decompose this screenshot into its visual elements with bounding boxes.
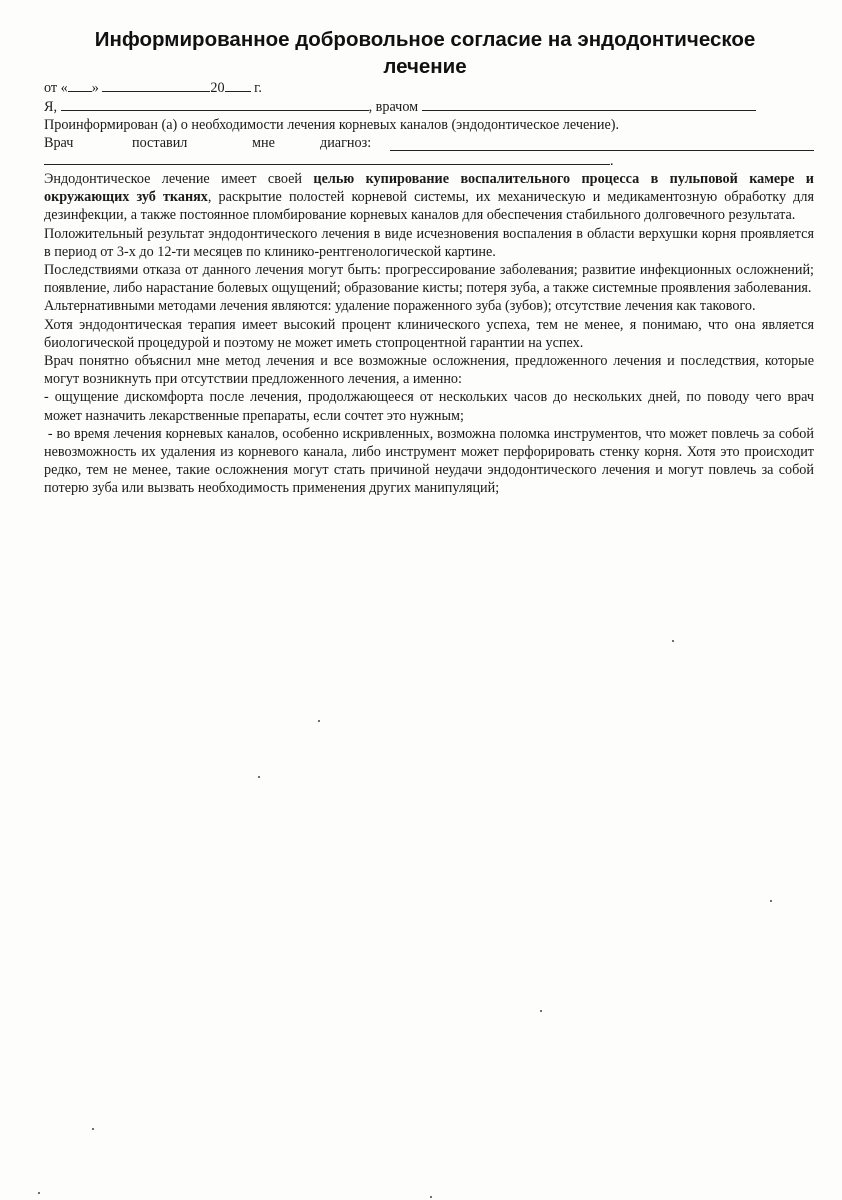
diagnosis-word-3: мне	[252, 135, 275, 151]
date-mid: »	[91, 80, 99, 96]
scan-speck	[672, 640, 674, 642]
diagnosis-word-4: диагноз:	[320, 135, 372, 151]
informed-line: Проинформирован (а) о необходимости лечения корневых каналов (эндодонтическое лечение).	[44, 117, 620, 133]
diagnosis-field-line-2[interactable]	[44, 164, 610, 165]
diagnosis-word-2: поставил	[132, 135, 188, 151]
diagnosis-field[interactable]	[390, 150, 814, 151]
document-title: Информированное добровольное согласие на эндодонтическое лечение	[94, 28, 756, 78]
year-suffix: г.	[254, 80, 262, 96]
paragraph-instrument-breakage: - во время лечения корневых каналов, особенно искривленных, возможна поломка инструментов, что может повлечь за собой невозможность их удаления из корневого канала, либо инструмент может перфорировать стенку корня. Хотя это происходит редко, тем не менее, такие осложнения могут стать причиной неудачи эндодонтического лечения и могут повлечь за собой потерю зуба или вызвать необходимость применения других манипуляций;	[44, 425, 818, 497]
date-prefix: от «	[44, 80, 68, 96]
paragraph-discomfort: - ощущение дискомфорта после лечения, продолжающееся от нескольких часов до нескольких дней, по поводу чего врач может назначить лекарственные препараты, если сочтет это нужным;	[44, 389, 814, 424]
scan-speck	[38, 1192, 40, 1194]
scan-speck	[318, 720, 320, 722]
paragraph-refusal-consequences: Последствиями отказа от данного лечения могут быть: прогрессирование заболевания; развитие инфекционных осложнений; появление, либо нарастание болевых ощущений; образование кисты; потеря зуба, а также системные проявления заболевания.	[44, 262, 814, 297]
scan-speck	[92, 1128, 94, 1130]
purpose-text-a: Эндодонтическое лечение имеет своей	[44, 171, 314, 187]
scan-speck	[430, 1196, 432, 1198]
year-prefix: 20	[210, 80, 225, 96]
paragraph-no-guarantee: Хотя эндодонтическая терапия имеет высокий процент клинического успеха, тем не менее, я понимаю, что она является биологической процедурой и поэтому не может иметь стопроцентной гарантии на успех.	[44, 316, 814, 351]
paragraph-explained: Врач понятно объяснил мне метод лечения и все возможные осложнения, предложенного лечения и последствия, которые могут возникнуть при отсутствии предложенного лечения, а именно:	[44, 353, 814, 388]
scan-speck	[258, 776, 260, 778]
diagnosis-end-dot: .	[610, 153, 614, 169]
year-field[interactable]	[225, 78, 251, 92]
purpose-text-b: , раскрытие полостей корневой системы, их механическую и медикаментозную обработку для дезинфекции, а также постоянное пломбирование корневых каналов для обеспечения стабильного долговечного результата.	[44, 189, 814, 224]
patient-name-field[interactable]	[61, 97, 369, 111]
month-field[interactable]	[102, 78, 210, 92]
day-field[interactable]	[68, 78, 92, 92]
scan-speck	[540, 1010, 542, 1012]
paragraph-purpose	[44, 170, 814, 225]
doctor-label: , врачом	[368, 99, 419, 115]
purpose-text-bold: целью купирование воспалительного процесса в пульповой камере и окружающих зуб тканях	[44, 171, 814, 206]
scan-speck	[770, 900, 772, 902]
doctor-name-field[interactable]	[422, 97, 756, 111]
date-line	[44, 78, 262, 97]
patient-line	[44, 97, 756, 116]
paragraph-alternatives: Альтернативными методами лечения являются: удаление пораженного зуба (зубов); отсутствие лечения как такового.	[44, 298, 756, 315]
consent-body	[44, 170, 818, 498]
paragraph-result: Положительный результат эндодонтического лечения в виде исчезновения воспаления в области верхушки корня проявляется в период от 3-х до 12-ти месяцев по клинико-рентгенологической картине.	[44, 225, 814, 260]
diagnosis-word-1: Врач	[44, 135, 74, 151]
patient-label: Я,	[44, 99, 58, 115]
